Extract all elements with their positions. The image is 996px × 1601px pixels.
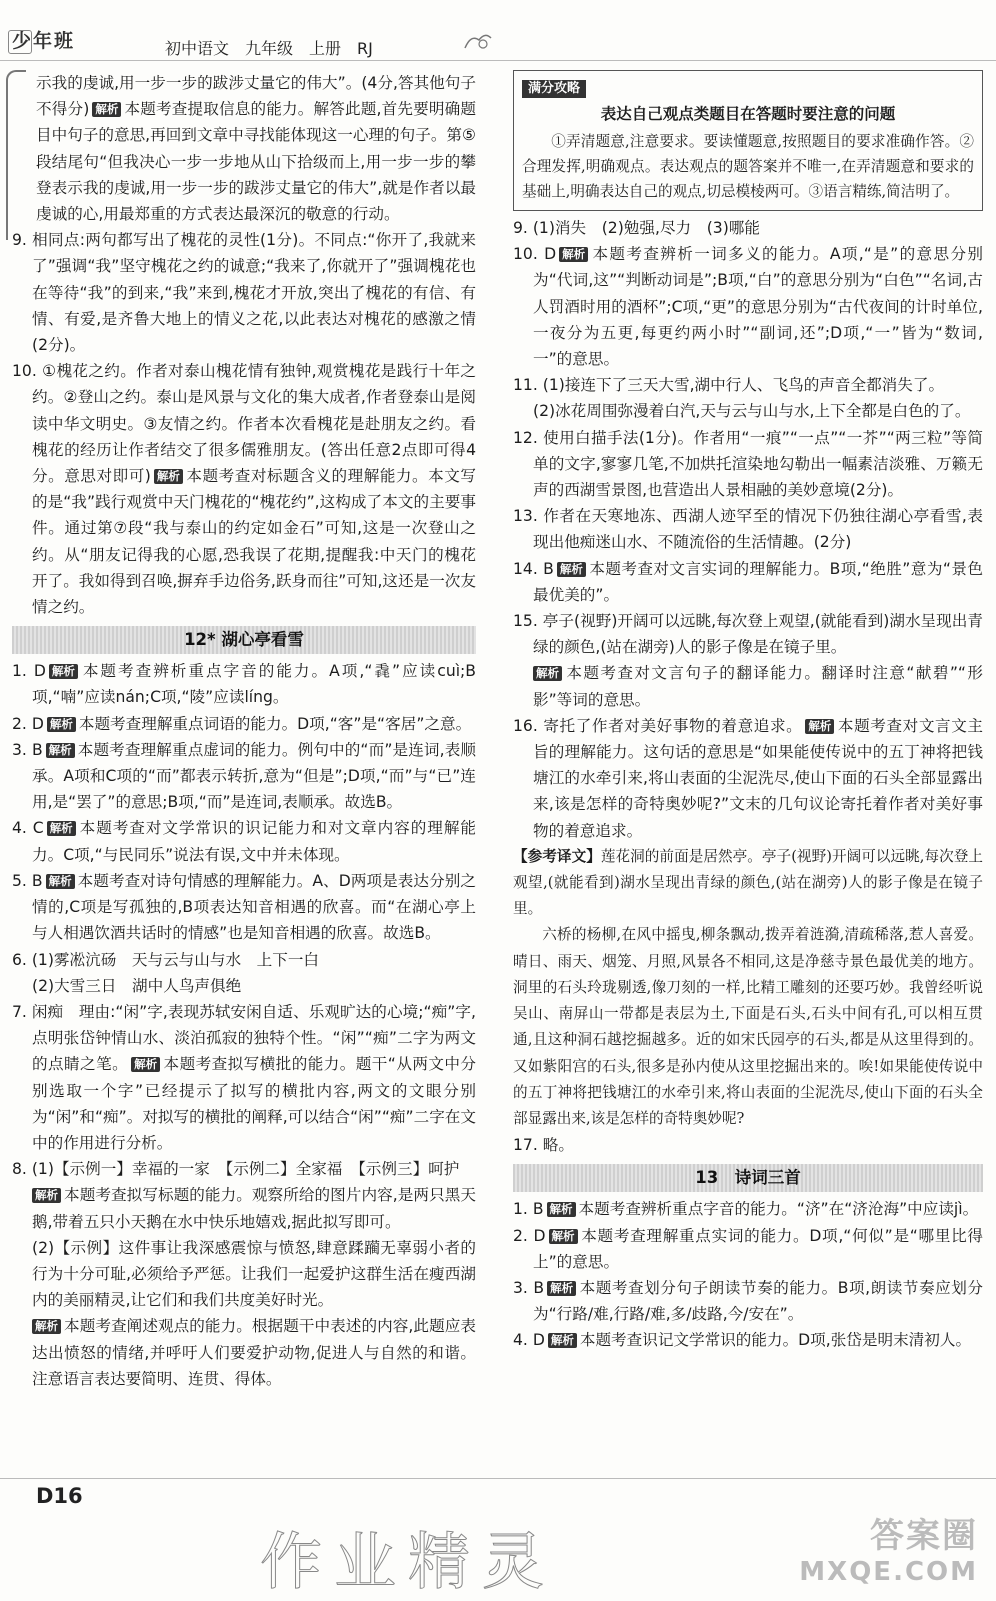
s12-q8b: (2)【示例】这件事让我深感震惊与愤怒,肆意蹂躏无辜弱小者的行为十分可耻,必须给予严惩。让我们一起爱护这群生活在瘦西湖内的美丽精灵,让它们和我们共度美好时光。 [32,1238,476,1310]
translation-label: 【参考译文】 [513,847,601,865]
left-column [12,70,476,1392]
footer-divider [0,1478,996,1479]
analysis-tag: 解析 [805,719,834,734]
right-q14: 14. B 解析 本题考查对文言实词的理解能力。B项,“绝胜”意为“景色最优美的”。 [513,559,983,604]
strategy-title: 表达自己观点类题目在答题时要注意的问题 [600,105,896,123]
s12-q8a-analysis: 解析 本题考查拟写标题的能力。观察所给的图片内容,是两只黑天鹅,带着五只小天鹅在水中快乐地嬉戏,据此拟写即可。 [32,1186,476,1231]
s12-q8a: 8. (1)【示例一】幸福的一家 【示例二】全家福 【示例三】呵护 [12,1160,460,1179]
right-q9: 9. (1)消失 (2)勉强,尽力 (3)哪能 [513,219,760,237]
analysis-tag: 解析 [547,1281,576,1296]
analysis-tag: 解析 [533,666,562,681]
brand-logo: 少年班 [12,30,76,52]
strategy-box [513,70,983,211]
watermark-text: 作业精灵 [260,1525,557,1598]
right-column [513,70,983,1354]
intro-answer: 示我的虔诚,用一步一步的跋涉丈量它的伟大”。(4分,答其他句子不得分) 解析 本题考查提取信息的能力。解答此题,首先要明确题目中句子的意思,再回到文章中寻找能体现这一心理的句子。第⑤段结尾句“但我决心一步一步地从山下拾级而上,用一步一步的攀登表示我的虔诚,用一步一步的跋涉丈量它的伟大”,就是作者以最虔诚的心,用最郑重的方式表达最深沉的敬意的行动。 [36,74,476,224]
analysis-tag: 解析 [548,1333,577,1348]
right-q10: 10. D 解析 本题考查辨析一词多义的能力。A项,“是”的意思分别为“代词,这”“判断动词是”;B项,“白”的意思分别为“白色”“名词,古人罚酒时用的酒杯”;C项,“更”的意思分别为“古代夜间的计时单位,一夜分为五更,每更约两小时”“副词,还”;D项,“一”皆为“数词,一”的意思。 [513,245,983,369]
right-q15-analysis: 解析 本题考查对文言句子的翻译能力。翻译时注意“献碧”“形影”等词的意思。 [533,664,983,709]
analysis-tag: 解析 [47,717,76,732]
right-q11b: (2)冰花周围弥漫着白汽,天与云与山与水,上下全都是白色的了。 [533,402,971,421]
section-title-12: 12* 湖心亭看雪 [12,626,476,654]
translation-p1: 【参考译文】莲花洞的前面是居然亭。亭子(视野)开阔可以远眺,每次登上观望,(就能看到)湖水呈现出青绿的颜色,(站在湖旁)人的影子像是在镜子里。 [513,847,983,918]
analysis-tag: 解析 [559,247,588,262]
analysis-tag: 解析 [557,562,586,577]
analysis-tag: 解析 [49,664,78,679]
s13-q4: 4. D 解析 本题考查识记文学常识的能力。D项,张岱是明末清初人。 [513,1331,972,1350]
s12-q6a: 6. (1)雾凇沆砀 天与云与山与水 上下一白 [12,950,320,969]
s12-q8b-analysis: 解析 本题考查阐述观点的能力。根据题干中表述的内容,此题应表达出愤怒的情绪,并呼吁人们要爱护动物,促进人与自然的和谐。注意语言表达要简明、连贯、得体。 [32,1317,476,1388]
analysis-tag: 解析 [32,1319,61,1334]
s13-q1: 1. B 解析 本题考查辨析重点字音的能力。“济”在“济沧海”中应读jì。 [513,1200,979,1219]
analysis-tag: 解析 [46,874,75,889]
s12-q1: 1. D 解析 本题考查辨析重点字音的能力。A项,“毳”应读cuì;B项,“喃”应读nán;C项,“陵”应读líng。 [12,662,476,707]
right-q16: 16. 寄托了作者对美好事物的着意追求。 解析 本题考查对文言文主旨的理解能力。这句话的意思是“如果能使传说中的五丁神将把钱塘江的水牵引来,将山表面的尘泥洗尽,使山下面的石头全部显露出来,该是怎样的奇特奥妙呢?”文末的几句议论寄托着作者对美好事物的着意追求。 [513,716,983,840]
analysis-tag: 解析 [154,469,183,484]
left-q9: 9. 相同点:两句都写出了槐花的灵性(1分)。不同点:“你开了,我就来了”强调“我”坚守槐花之约的诚意;“我来了,你就开了”强调槐花也在等待“我”的到来,“我”来到,槐花才开放,突出了槐花的有信、有情、有爱,是齐鲁大地上的情义之花,以此表达对槐花的感激之情(2分)。 [12,231,476,355]
s12-q6b: (2)大雪三日 湖中人鸟声俱绝 [32,976,242,995]
analysis-tag: 解析 [92,102,121,117]
s13-q2: 2. D 解析 本题考查理解重点实词的能力。D项,“何似”是“哪里比得上”的意思。 [513,1226,984,1271]
page-header [0,0,996,62]
right-q13: 13. 作者在天寒地冻、西湖人迹罕至的情况下仍独往湖心亭看雪,表现出他痴迷山水、不随流俗的生活情趣。(2分) [513,507,983,552]
s12-q5: 5. B 解析 本题考查对诗句情感的理解能力。A、D两项是表达分别之情的,C项是写孤独的,B项表达知音相遇的欣喜。而“在湖心亭上与人相遇饮酒共话时的情感”也是知音相遇的欣喜。故选B。 [12,871,476,943]
s12-q7: 7. 闲痴 理由:“闲”字,表现苏轼安闲自适、乐观旷达的心境;“痴”字,点明张岱钟情山水、淡泊孤寂的独特个性。“闲”“痴”二字为两文的点睛之笔。 解析 本题考查拟写横批的能力。题干“从两文中分别选取一个字”已经提示了拟写的横批内容,两文的文眼分别为“闲”和“痴”。对拟写的横批的阐释,可以结合“闲”“痴”二字在文中的作用进行分析。 [12,1002,476,1152]
analysis-tag: 解析 [47,821,76,836]
right-q17: 17. 略。 [513,1136,574,1155]
header-divider [0,60,996,61]
answer-logo-small: MXQE.COM [799,1557,978,1587]
strategy-body: ①弄清题意,注意要求。要读懂题意,按照题目的要求准确作答。②合理发挥,明确观点。表达观点的题答案并不唯一,在弄清题意和要求的基础上,明确表达自己的观点,切忌模棱两可。③语言精练,简洁明了。 [522,133,974,200]
analysis-tag: 解析 [46,743,75,758]
course-info: 初中语文 九年级 上册 RJ [165,39,373,58]
doodle-icon [463,30,493,52]
strategy-label: 满分攻略 [522,80,586,98]
section-title-13: 13 诗词三首 [513,1164,983,1192]
translation-p2: 六桥的杨柳,在风中摇曳,柳条飘动,拨弄着涟漪,清疏稀落,惹人喜爱。晴日、雨天、烟笼、月照,风景各不相同,这是净慈寺景色最优美的地方。洞里的石头玲珑剔透,像刀刻的一样,比精工雕刻的还要巧妙。我曾经听说吴山、南屏山一带都是表层为土,下面是石头,石头中间有孔,可以相互贯通,且这种洞石越挖掘越多。近的如宋氏园亭的石头,都是从这里得到的。又如紫阳宫的石头,很多是孙内使从这里挖掘出来的。唉!如果能使传说中的五丁神将把钱塘江的水牵引来,将山表面的尘泥洗尽,使山下面的石头全部显露出来,该是怎样的奇特奥妙呢? [513,926,983,1127]
analysis-tag: 解析 [547,1202,576,1217]
answer-site-logo [798,1508,978,1592]
s12-q3: 3. B 解析 本题考查理解重点虚词的能力。例句中的“而”是连词,表顺承。A项和C项的“而”都表示转折,意为“但是”;D项,“而”与“已”连用,是“罢了”的意思;B项,“而”是连词,表顺承。故选B。 [12,740,476,812]
s12-q2: 2. D 解析 本题考查理解重点词语的能力。D项,“客”是“客居”之意。 [12,714,472,733]
s12-q4: 4. C 解析 本题考查对文学常识的识记能力和对文章内容的理解能力。C项,“与民同乐”说法有误,文中并未体现。 [12,819,476,864]
left-q10: 10. ①槐花之约。作者对泰山槐花情有独钟,观赏槐花是践行十年之约。②登山之约。泰山是风景与文化的集大成者,作者登泰山是阅读中华文明史。③友情之约。作者本次看槐花是赴朋友之约。看槐花的经历让作者结交了很多儒雅朋友。(答出任意2点即可得4分。意思对即可) 解析 本题考查对标题含义的理解能力。本文写的是“我”践行观赏中天门槐花的“槐花约”,这构成了本文的主要事件。通过第⑦段“我与泰山的约定如金石”可知,这是一次登山之约。从“朋友记得我的心愿,恐我误了花期,提醒我:中天门的槐花开了。我如得到召唤,摒弃手边俗务,跃身而往”可知,这还是一次友情之约。 [12,362,476,617]
page-number: D16 [36,1484,83,1508]
analysis-tag: 解析 [32,1188,61,1203]
left-frame-decoration [6,70,26,240]
analysis-tag: 解析 [131,1057,160,1072]
right-q11a: 11. (1)接连下了三天大雪,湖中行人、飞鸟的声音全都消失了。 [513,376,945,395]
answer-logo-big: 答案圈 [870,1516,978,1556]
s13-q3: 3. B 解析 本题考查划分句子朗读节奏的能力。B项,朗读节奏应划分为“行路/难,行路/难,多/歧路,今/安在”。 [513,1278,983,1324]
analysis-tag: 解析 [549,1229,578,1244]
right-q12: 12. 使用白描手法(1分)。作者用“一痕”“一点”“一芥”“两三粒”等简单的文字,寥寥几笔,不加烘托渲染地勾勒出一幅素洁淡雅、万籁无声的西湖雪景图,也营造出人景相融的美妙意境(2分)。 [513,428,983,500]
right-q15: 15. 亭子(视野)开阔可以远眺,每次登上观望,(就能看到)湖水呈现出青绿的颜色,(站在湖旁)人的影子像是在镜子里。 [513,612,983,657]
